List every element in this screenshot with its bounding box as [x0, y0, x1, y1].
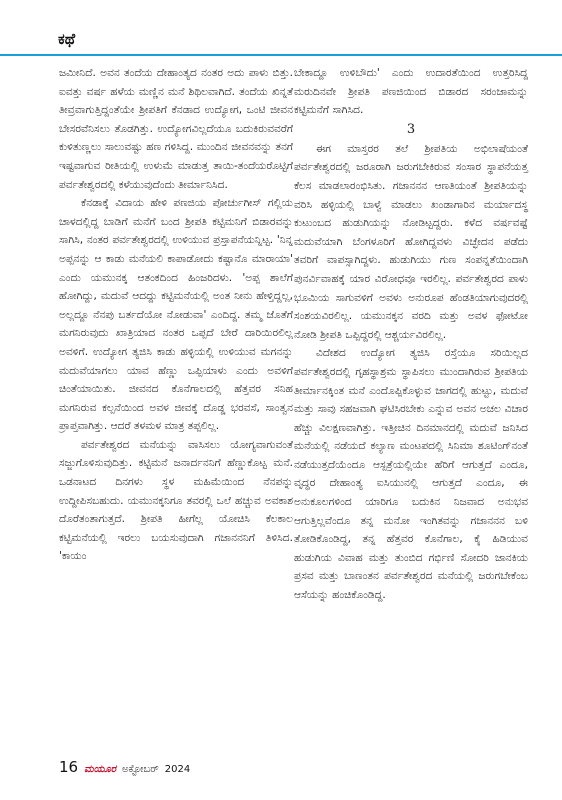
chapter-number: 3: [406, 121, 416, 137]
paragraph: ಈಗ ಮಾಸ್ತರರ ತಲೆ ಶ್ರೀಪತಿಯ ಅಭಿಲಾಷೆಯಂತೆ ಪರ್ವತೇಶ್ವರದಲ್ಲಿ ಜರೂರಾಗಿ ಜರುಗಬೇಕಿರುವ ಸಂಸಾರ ಸ್ಥಾಪನೆಯತ್ತ ಕೆಲಸ ಮಾಡಲಾರಂಭಿಸಿತು. ಗಜಾನನನ ಆಣತಿಯಂತೆ ಶ್ರೀಪತಿಯನ್ನು ವರಿಸಿ ಹಳ್ಳಿಯಲ್ಲಿ ಬಾಳ್ವೆ ಮಾಡಲು ಖಂಡಾಗಾರಿನ ಮರ್ಯಾದಸ್ಥ ಕುಟುಂಬದ ಹುಡುಗಿಯನ್ನು ನೋಡಿಟ್ಟದ್ದರು. ಕಳೆದ ವರ್ಷವಷ್ಟೆ ಮದುವೆಯಾಗಿ ಬೆಂಗಳೂರಿಗೆ ಹೋಗಿದ್ದವಳು ವಿಚ್ಛೇದನ ಪಡೆದು ತವರಿಗೆ ವಾಪಸ್ಸಾಗಿದ್ದಳು. ಹುಡುಗಿಯು ಗುಣ ಸಂಪನ್ನತೆಯಿಂದಾಗಿ ಪುನರ್ವಿವಾಹಕ್ಕೆ ಯಾರ ವಿರೋಧವೂ ಇರಲಿಲ್ಲ. ಪರ್ವತೇಶ್ವರದ ಪಾಳು ಭೂಮಿಯ ಸಾಗುವಳಿಗೆ ಅವಳು ಅನುರೂಪ ಹೆಂಡತಿಯಾಗುವುದರಲ್ಲಿ ಸಂಶಯವಿರಲಿಲ್ಲ. ಯಮುನಕ್ಕನ ವರದಿ ಮತ್ತು ಅವಳ ಫೋಟೋ ನೋಡಿ ಶ್ರೀಪತಿ ಒಪ್ಪಿದ್ದರಲ್ಲಿ ಆಶ್ಚರ್ಯವಿರಲಿಲ್ಲ.: [294, 142, 528, 341]
issue-month: ಅಕ್ಟೋಬರ್: [121, 764, 159, 775]
paragraph: ಬೇಕಾದ್ದೂ ಉಳಿಬೌದು' ಎಂದು ಉದಾರತೆಯಿಂದ ಉತ್ತರಿಸಿದ್ದ ಮರುದಿನವೇ ಶ್ರೀಪತಿ ಪಣಜಿಯಿಂದ ಬಿಡಾರದ ಸರಂಜಾಮನ್ನು ಕಟ್ಟಿಮನೆಗೆ ಸಾಗಿಸಿದ.: [294, 67, 528, 117]
magazine-name: ಮಯೂರ: [84, 764, 116, 775]
section-heading: ಕಥೆ: [58, 30, 76, 48]
paragraph: ವಿದೇಶದ ಉದ್ಯೋಗ ತ್ಯಜಿಸಿ ರಸ್ತೆಯೂ ಸರಿಯಿಲ್ಲದ ಪರ್ವತೇಶ್ವರದಲ್ಲಿ ಗೃಹಸ್ಥಾಶ್ರಮ ಸ್ಥಾಪಿಸಲು ಮುಂದಾಗಿರುವ ಶ್ರೀಪತಿಯ ತೀರ್ಮಾನಕ್ಕಿಂತ ಮನೆ ಎಂದೊಪ್ಪಿಕೊಳ್ಳುವ ಜಾಗದಲ್ಲಿ ಹುಟ್ಟು, ಮದುವೆ ಮತ್ತು ಸಾವು ಸಹಜವಾಗಿ ಘಟಿಸಿರಬೇಕು ಎನ್ನುವ ಅವನ ಅಚಲ ವಿಚಾರ ಹೆಚ್ಚು ವಿಲಕ್ಷಣವಾಗಿತ್ತು. ಇತ್ತೀಚಿನ ದಿನಮಾನದಲ್ಲಿ ಮದುವೆ ಜನಿಸಿದ ಮನೆಯಲ್ಲಿ ನಡೆಯದೆ ಕಲ್ಯಾಣ ಮಂಟಪದಲ್ಲಿ ಸಿನಿಮಾ ಶೂಟಿಂಗ್‌ನಂತೆ ನಡೆಯುತ್ತದೆಯೆಂದೂ ಆಸ್ಪತ್ರೆಯಲ್ಲಿಯೇ ಹೆರಿಗೆ ಆಗುತ್ತದೆ ಎಂದೂ, ವೃದ್ಧರ ದೇಹಾಂತ್ಯ ಐಸಿಯುನಲ್ಲಿ ಆಗುತ್ತದೆ ಎಂದೂ, ಈ ಅನುಕೂಲಗಳಿಂದ ಯಾರಿಗೂ ಬದುಕಿನ ನಿಜವಾದ ಅನುಭವ ಆಗುತ್ತಿಲ್ಲವೆಂದೂ ತನ್ನ ಮನೋ ಇಂಗಿತವನ್ನು ಗಜಾನನನ ಬಳಿ ತೋಡಿಕೊಂಡಿದ್ದ, ತನ್ನ ಹೆತ್ತವರ ಕೊನೆಗಾಲ, ಕೈ ಹಿಡಿಯುವ ಹುಡುಗಿಯ ವಿವಾಹ ಮತ್ತು ತುಂಬಿದ ಗರ್ಭಿಣಿ ಸೋದರಿ ಜಾನಕಿಯ ಪ್ರಸವ ಮತ್ತು ಬಾಣಂತನ ಪರ್ವತೇಶ್ವರದ ಮನೆಯಲ್ಲಿ ಜರುಗಬೇಕೆಂಬ ಆಸೆಯನ್ನು ಹಂಚಿಕೊಂಡಿದ್ದ.: [294, 347, 528, 602]
page-footer: [59, 758, 190, 778]
paragraph: ಕೆನಡಾಕ್ಕೆ ವಿದಾಯ ಹೇಳಿ ಪಣಜಿಯ ಪೋರ್ಚುಗೀಸ್ ಗಲ್ಲಿಯ ಚಾಳದಲ್ಲಿದ್ದ ಬಾಡಿಗೆ ಮನೆಗೆ ಬಂದ ಶ್ರೀಪತಿ ಕಟ್ಟಿಮನಿಗೆ ಬಿಡಾರವನ್ನು ಸಾಗಿಸಿ, ನಂತರ ಪರ್ವತೇಶ್ವರದಲ್ಲಿ ಉಳಿಯುವ ಪ್ರಸ್ತಾಪನೆಯನ್ನಿಟ್ಟ. 'ನಿನ್ನ ಅಪ್ಪನನ್ನು ಆ ಕಾಡು ಮನೆಯಲಿ ಕಾಪಾಡೋದು ಕಷ್ಟಾನೊ ಮಾರಾಯಾ' ಎಂದು ಯಮುನಕ್ಕ ಆತಂಕದಿಂದ ಹಿಂಜರಿದಳು. 'ಅಪ್ಪ ಶಾಲೆಗೆ ಹೋಗಿದ್ದು, ಮದುವೆ ಆದದ್ದು ಕಟ್ಟಿಮನೆಯಲ್ಲಿ ಅಂತ ನೀನು ಹೇಳ್ತಿದ್ದಲ್ಲ, ಅಲ್ಲದ್ದೂ ನೆನಪು ಬರ್ತದೆಯೋ ನೋಡುವಾ' ಎಂದಿದ್ದ. ತಮ್ಮ ಜೊತೆಗೆ ಮಗನಿರುವುದು ಖಾತ್ರಿಯಾದ ನಂತರ ಒಪ್ಪದೆ ಬೇರೆ ದಾರಿಯಿರಲಿಲ್ಲ ಅವಳಿಗೆ. ಉದ್ಯೋಗ ತ್ಯಜಿಸಿ ಕಾಡು ಹಳ್ಳಿಯಲ್ಲಿ ಉಳಿಯುವ ಮಗನನ್ನು ಮದುವೆಯಾಗಲು ಯಾವ ಹೆಣ್ಣು ಒಪ್ಪಿಯಾಳು ಎಂದು ಅವಳಿಗೆ ಚಿಂತೆಯಾಯಿತು. ಜೀವನದ ಕೊನೆಗಾಲದಲ್ಲಿ ಹೆತ್ತವರ ಸನಿಹ ಮಗನಿರುವ ಕಲ್ಪನೆಯಿಂದ ಅವಳ ಜೀವಕ್ಕೆ ದೊಡ್ಡ ಭರವಸೆ, ಸಾಂತ್ವನ ಪ್ರಾಪ್ತವಾಗಿತ್ತು. ಆದರೆ ತಳಮಳ ಮಾತ್ರ ತಪ್ಪಲಿಲ್ಲ.: [59, 197, 293, 433]
header-rule: [0, 54, 562, 56]
page-number: 16: [59, 758, 79, 776]
paragraph: ಜಮೀನಿದೆ. ಅವನ ತಂದೆಯ ದೇಹಾಂತ್ಯದ ನಂತರ ಅದು ಪಾಳು ಬಿತ್ತು. ಐವತ್ತು ವರ್ಷ ಹಳೆಯ ಮಣ್ಣಿನ ಮನೆ ಶಿಥಿಲವಾಗಿದೆ. ತಂದೆಯ ಖಿನ್ನತೆ ತೀವ್ರವಾಗುತ್ತಿದ್ದಂತೆಯೇ ಶ್ರೀಪತಿಗೆ ಕೆನಡಾದ ಉದ್ಯೋಗ, ಒಂಟಿ ಜೀವನ ಬೇಸರವೆನಿಸಲು ತೊಡಗಿತ್ತು. ಉದ್ಯೋಗವಿಲ್ಲದೆಯೂ ಬದುಕಿರುವವರೆಗೆ ಕುಳಿತುಣ್ಣಲು ಸಾಲುವಷ್ಟು ಹಣ ಗಳಿಸಿದ್ದ. ಮುಂದಿನ ಜೀವನವನ್ನು ತನಗೆ ಇಷ್ಟವಾಗುವ ರೀತಿಯಲ್ಲಿ ಉಳುಮೆ ಮಾಡುತ್ತ ತಾಯಿ-ತಂದೆಯರೊಟ್ಟಿಗೆ ಪರ್ವತೇಶ್ವರದಲ್ಲಿ ಕಳೆಯುವುದೆಂದು ತೀರ್ಮಾನಿಸಿದ.: [59, 67, 293, 191]
issue-year: 2024: [164, 764, 191, 775]
text-column-right: [294, 64, 528, 605]
paragraph: ಪರ್ವತೇಶ್ವರದ ಮನೆಯನ್ನು ವಾಸಿಸಲು ಯೋಗ್ಯವಾಗುವಂತೆ ಸಜ್ಜುಗೊಳಿಸುವುದಿತ್ತು. ಕಟ್ಟಿಮನೆ ಜನಾರ್ದನನಿಗೆ ಹೆಣ್ಣುಕೊಟ್ಟ ಮನೆ. ಒಡನಾಟದ ದಿನಗಳು ಸ್ಥಳ ಮಹಿಮೆಯಿಂದ ನೆನಪನ್ನು ಉದ್ದೀಪಿಸಬಹುದು. ಯಮುನಕ್ಕನಿಗೂ ತವರಲ್ಲಿ ಒಲೆ ಹಚ್ಚುವ ಅವಕಾಶ ದೊರೆತಂತಾಗುತ್ತದೆ. ಶ್ರೀಪತಿ ಹೀಗೆಲ್ಲ ಯೋಚಿಸಿ ಕೆಲಕಾಲ ಕಟ್ಟಿಮನೆಯಲ್ಲಿ ಇರಲು ಬಯಸುವುದಾಗಿ ಗಜಾನನನಿಗೆ ತಿಳಿಸಿದ. 'ಕಾಯಂ: [59, 438, 293, 563]
text-column-left: [59, 64, 293, 566]
